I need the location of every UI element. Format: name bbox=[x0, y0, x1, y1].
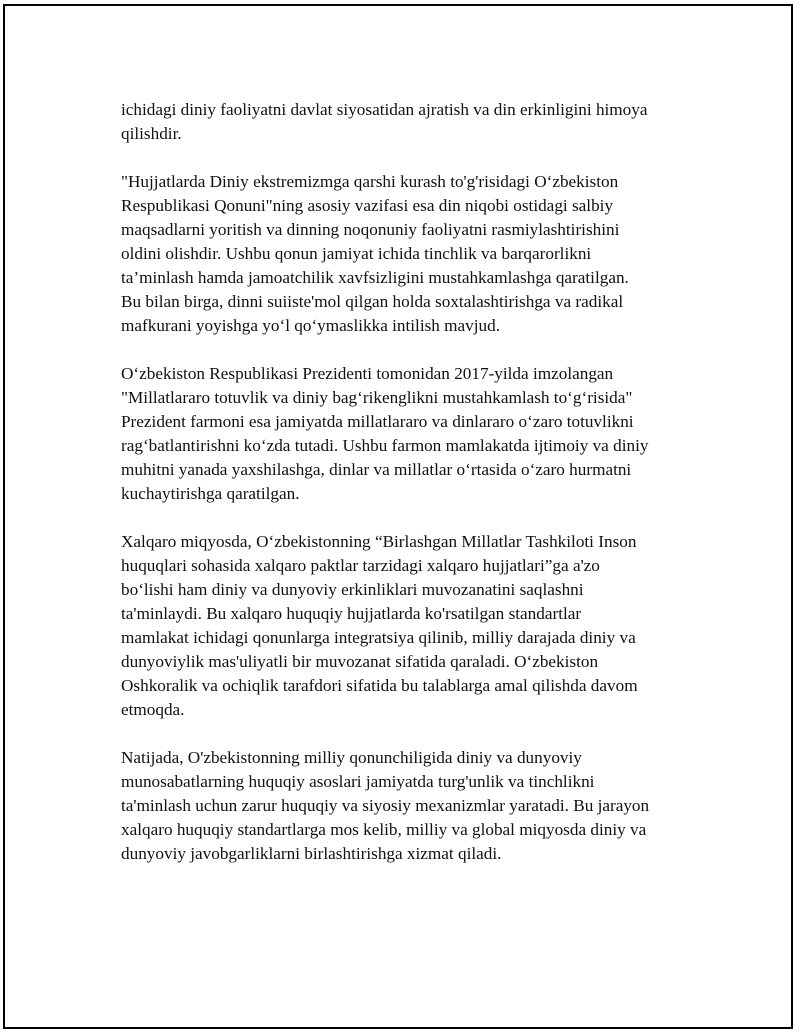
text-line: "Hujjatlarda Diniy ekstremizmga qarshi kurash to'g'risidagi O‘zbekiston bbox=[121, 172, 619, 191]
text-line: etmoqda. bbox=[121, 700, 185, 719]
text-line: oldini olishdir. Ushbu qonun jamiyat ichida tinchlik va barqarorlikni bbox=[121, 244, 592, 263]
text-line: huquqlari sohasida xalqaro paktlar tarzidagi xalqaro hujjatlari”ga a'zo bbox=[121, 556, 600, 575]
paragraph-5 bbox=[121, 746, 701, 866]
text-line: maqsadlarni yoritish va dinning noqonuniy faoliyatni rasmiylashtirishini bbox=[121, 220, 620, 239]
text-line: rag‘batlantirishni ko‘zda tutadi. Ushbu farmon mamlakatda ijtimoiy va diniy bbox=[121, 436, 649, 455]
text-line: mafkurani yoyishga yo‘l qo‘ymaslikka intilish mavjud. bbox=[121, 316, 501, 335]
document-body bbox=[121, 98, 701, 890]
text-line: kuchaytirishga qaratilgan. bbox=[121, 484, 300, 503]
text-line: Prezident farmoni esa jamiyatda millatlararo va dinlararo o‘zaro totuvlikni bbox=[121, 412, 634, 431]
text-line: mamlakat ichidagi qonunlarga integratsiya qilinib, milliy darajada diniy va bbox=[121, 628, 636, 647]
text-line: muhitni yanada yaxshilashga, dinlar va millatlar o‘rtasida o‘zaro hurmatni bbox=[121, 460, 632, 479]
text-line: ta'minlaydi. Bu xalqaro huquqiy hujjatlarda ko'rsatilgan standartlar bbox=[121, 604, 582, 623]
text-line: "Millatlararo totuvlik va diniy bag‘rikenglikni mustahkamlash to‘g‘risida" bbox=[121, 388, 633, 407]
text-line: dunyoviylik mas'uliyatli bir muvozanat sifatida qaraladi. O‘zbekiston bbox=[121, 652, 599, 671]
text-line: ichidagi diniy faoliyatni davlat siyosatidan ajratish va din erkinligini himoya bbox=[121, 100, 648, 119]
paragraph-2 bbox=[121, 170, 701, 338]
text-line: ta'minlash uchun zarur huquqiy va siyosiy mexanizmlar yaratadi. Bu jarayon bbox=[121, 796, 650, 815]
text-line: O‘zbekiston Respublikasi Prezidenti tomonidan 2017-yilda imzolangan bbox=[121, 364, 614, 383]
text-line: bo‘lishi ham diniy va dunyoviy erkinliklari muvozanatini saqlashni bbox=[121, 580, 584, 599]
paragraph-4 bbox=[121, 530, 701, 722]
paragraph-3 bbox=[121, 362, 701, 506]
text-line: Respublikasi Qonuni"ning asosiy vazifasi esa din niqobi ostidagi salbiy bbox=[121, 196, 614, 215]
text-line: ta’minlash hamda jamoatchilik xavfsizligini mustahkamlashga qaratilgan. bbox=[121, 268, 629, 287]
paragraph-1 bbox=[121, 98, 701, 146]
text-line: dunyoviy javobgarliklarni birlashtirishga xizmat qiladi. bbox=[121, 844, 502, 863]
text-line: qilishdir. bbox=[121, 124, 182, 143]
text-line: munosabatlarning huquqiy asoslari jamiyatda turg'unlik va tinchlikni bbox=[121, 772, 595, 791]
text-line: xalqaro huquqiy standartlarga mos kelib, milliy va global miqyosda diniy va bbox=[121, 820, 647, 839]
text-line: Bu bilan birga, dinni suiiste'mol qilgan holda soxtalashtirishga va radikal bbox=[121, 292, 624, 311]
document-page bbox=[3, 4, 793, 1029]
text-line: Xalqaro miqyosda, O‘zbekistonning “Birlashgan Millatlar Tashkiloti Inson bbox=[121, 532, 637, 551]
text-line: Oshkoralik va ochiqlik tarafdori sifatida bu talablarga amal qilishda davom bbox=[121, 676, 638, 695]
text-line: Natijada, O'zbekistonning milliy qonunchiligida diniy va dunyoviy bbox=[121, 748, 582, 767]
